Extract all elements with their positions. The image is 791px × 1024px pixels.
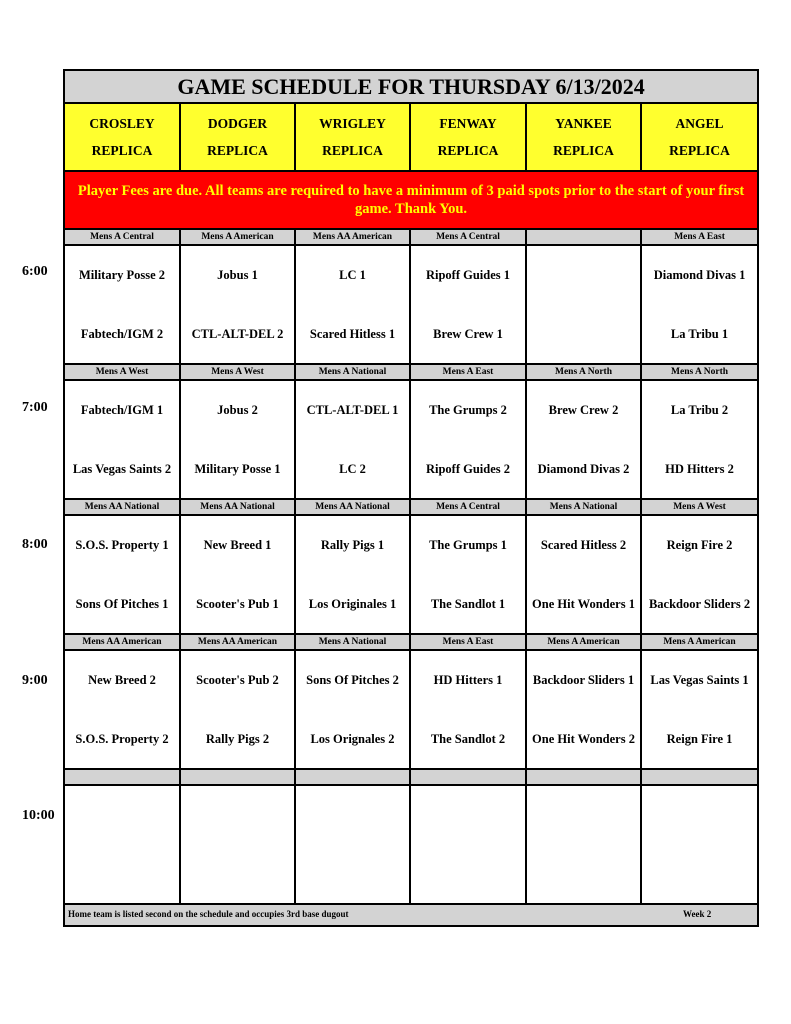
game-row bbox=[64, 785, 758, 904]
home-team bbox=[65, 710, 179, 769]
field-type: REPLICA bbox=[437, 143, 499, 158]
away-team bbox=[65, 786, 179, 845]
away-team-name: The Grumps 1 bbox=[429, 538, 507, 553]
division-label: Mens A American bbox=[180, 229, 295, 245]
game-cell bbox=[64, 380, 180, 499]
field-header-dodger bbox=[180, 103, 295, 171]
game-cell bbox=[180, 245, 295, 364]
game-row bbox=[64, 380, 758, 499]
home-team bbox=[181, 440, 294, 499]
home-team bbox=[411, 575, 525, 634]
division-label bbox=[526, 769, 641, 785]
home-team bbox=[642, 710, 757, 769]
away-team bbox=[296, 381, 409, 440]
time-label-6pm: 6:00 bbox=[22, 264, 48, 279]
away-team-name: New Breed 2 bbox=[88, 673, 156, 688]
home-team bbox=[65, 440, 179, 499]
game-cell bbox=[410, 650, 526, 769]
away-team-name: La Tribu 2 bbox=[670, 403, 729, 418]
game-cell bbox=[526, 650, 641, 769]
time-label-10pm: 10:00 bbox=[22, 808, 55, 823]
away-team bbox=[65, 381, 179, 440]
home-team-name: Rally Pigs 2 bbox=[205, 731, 270, 746]
away-team bbox=[642, 786, 757, 845]
division-label bbox=[641, 769, 758, 785]
home-team bbox=[642, 440, 757, 499]
game-cell bbox=[641, 245, 758, 364]
game-cell bbox=[64, 515, 180, 634]
division-label bbox=[64, 769, 180, 785]
home-team-name: One Hit Wonders 1 bbox=[532, 596, 635, 611]
home-team bbox=[296, 710, 409, 769]
game-cell bbox=[526, 785, 641, 904]
game-cell bbox=[641, 785, 758, 904]
away-team bbox=[411, 651, 525, 710]
division-label bbox=[526, 229, 641, 245]
home-team-name: Fabtech/IGM 2 bbox=[80, 326, 164, 341]
away-team-name: The Grumps 2 bbox=[429, 403, 507, 418]
away-team-name: HD Hitters 1 bbox=[433, 673, 503, 688]
home-team bbox=[527, 710, 640, 769]
game-row bbox=[64, 650, 758, 769]
away-team-name: New Breed 1 bbox=[203, 538, 272, 553]
division-label: Mens A East bbox=[410, 364, 526, 380]
field-name: WRIGLEY bbox=[319, 116, 386, 131]
home-team-name: Backdoor Sliders 2 bbox=[648, 596, 751, 611]
game-row bbox=[64, 515, 758, 634]
away-team-name: Ripoff Guides 1 bbox=[425, 268, 511, 283]
game-cell bbox=[295, 245, 410, 364]
time-label-9pm: 9:00 bbox=[22, 673, 48, 688]
division-row bbox=[64, 499, 758, 515]
away-team bbox=[527, 651, 640, 710]
time-label-8pm: 8:00 bbox=[22, 537, 48, 552]
away-team bbox=[65, 651, 179, 710]
field-name: DODGER bbox=[207, 116, 268, 131]
division-label: Mens A American bbox=[641, 634, 758, 650]
field-header-yankee bbox=[526, 103, 641, 171]
away-team-name: Backdoor Sliders 1 bbox=[532, 673, 635, 688]
away-team bbox=[65, 516, 179, 575]
game-cell bbox=[526, 245, 641, 364]
division-row bbox=[64, 634, 758, 650]
away-team bbox=[65, 246, 179, 305]
home-team-name: HD Hitters 2 bbox=[665, 461, 734, 476]
away-team bbox=[411, 786, 525, 845]
game-cell bbox=[295, 785, 410, 904]
home-team bbox=[65, 575, 179, 634]
away-team bbox=[527, 516, 640, 575]
game-row bbox=[64, 245, 758, 364]
field-header-wrigley bbox=[295, 103, 410, 171]
division-label: Mens AA National bbox=[64, 499, 180, 515]
week-label: Week 2 bbox=[683, 909, 712, 919]
division-label bbox=[180, 769, 295, 785]
away-team-name: Scared Hitless 2 bbox=[540, 538, 627, 553]
home-team-name: One Hit Wonders 2 bbox=[532, 731, 635, 746]
division-label: Mens AA American bbox=[180, 634, 295, 650]
game-slots bbox=[64, 229, 758, 904]
game-cell bbox=[295, 515, 410, 634]
division-label: Mens A West bbox=[64, 364, 180, 380]
footer-bar bbox=[64, 904, 758, 926]
game-cell bbox=[295, 650, 410, 769]
game-cell bbox=[641, 515, 758, 634]
field-header-row bbox=[64, 103, 758, 171]
division-label: Mens A American bbox=[526, 634, 641, 650]
schedule-title: GAME SCHEDULE FOR THURSDAY 6/13/2024 bbox=[64, 70, 758, 103]
away-team bbox=[642, 516, 757, 575]
field-type: REPLICA bbox=[322, 143, 383, 158]
game-cell bbox=[526, 515, 641, 634]
home-team bbox=[65, 845, 179, 904]
game-cell bbox=[64, 785, 180, 904]
home-team bbox=[527, 305, 640, 364]
field-name: ANGEL bbox=[675, 116, 724, 131]
division-row bbox=[64, 364, 758, 380]
division-label: Mens AA National bbox=[295, 499, 410, 515]
away-team bbox=[642, 381, 757, 440]
division-label: Mens A National bbox=[295, 364, 410, 380]
away-team-name: Jobus 2 bbox=[217, 403, 258, 418]
game-cell bbox=[641, 380, 758, 499]
home-team-name: Military Posse 1 bbox=[194, 461, 281, 476]
away-team-name: Military Posse 2 bbox=[78, 268, 166, 283]
home-team bbox=[296, 845, 409, 904]
game-cell bbox=[180, 785, 295, 904]
division-label: Mens A West bbox=[180, 364, 295, 380]
home-team-name: Los Orignales 2 bbox=[310, 731, 395, 746]
away-team bbox=[296, 246, 409, 305]
away-team-name: S.O.S. Property 1 bbox=[75, 538, 169, 553]
away-team-name: Scooter's Pub 2 bbox=[196, 673, 279, 688]
game-cell bbox=[64, 245, 180, 364]
field-name: CROSLEY bbox=[89, 116, 155, 131]
home-team bbox=[181, 305, 294, 364]
home-team-name: Scooter's Pub 1 bbox=[196, 596, 279, 611]
fee-notice: Player Fees are due. All teams are required to have a minimum of 3 paid spots prior to the start of your first game. Thank You. bbox=[64, 171, 758, 229]
home-team-name: Diamond Divas 2 bbox=[537, 461, 630, 476]
game-cell bbox=[410, 380, 526, 499]
away-team-name: Diamond Divas 1 bbox=[653, 268, 746, 283]
away-team bbox=[181, 381, 294, 440]
home-team bbox=[296, 305, 409, 364]
away-team bbox=[296, 516, 409, 575]
division-label: Mens A North bbox=[526, 364, 641, 380]
away-team bbox=[527, 246, 640, 305]
field-name: YANKEE bbox=[555, 116, 612, 131]
game-cell bbox=[410, 245, 526, 364]
game-cell bbox=[410, 785, 526, 904]
home-team-name: The Sandlot 2 bbox=[430, 731, 506, 746]
field-type: REPLICA bbox=[669, 143, 730, 158]
game-cell bbox=[526, 380, 641, 499]
home-team bbox=[65, 305, 179, 364]
away-team bbox=[411, 516, 525, 575]
home-team-name: Los Originales 1 bbox=[308, 596, 397, 611]
division-label: Mens AA American bbox=[295, 229, 410, 245]
away-team bbox=[527, 381, 640, 440]
division-label: Mens A North bbox=[641, 364, 758, 380]
home-team-name: La Tribu 1 bbox=[670, 326, 729, 341]
away-team bbox=[642, 246, 757, 305]
division-label: Mens A East bbox=[641, 229, 758, 245]
away-team-name: Brew Crew 2 bbox=[548, 403, 619, 418]
home-team-note: Home team is listed second on the schedule and occupies 3rd base dugout bbox=[68, 909, 349, 919]
game-cell bbox=[180, 515, 295, 634]
home-team bbox=[181, 845, 294, 904]
division-row bbox=[64, 769, 758, 785]
game-cell bbox=[64, 650, 180, 769]
division-label: Mens A Central bbox=[64, 229, 180, 245]
field-header-crosley bbox=[64, 103, 180, 171]
away-team bbox=[296, 786, 409, 845]
home-team bbox=[642, 845, 757, 904]
field-header-angel bbox=[641, 103, 758, 171]
home-team bbox=[411, 440, 525, 499]
field-type: REPLICA bbox=[553, 143, 614, 158]
away-team bbox=[181, 246, 294, 305]
home-team-name: Brew Crew 1 bbox=[433, 326, 503, 341]
game-cell bbox=[180, 650, 295, 769]
home-team bbox=[411, 305, 525, 364]
home-team-name: CTL-ALT-DEL 2 bbox=[191, 326, 284, 341]
away-team bbox=[181, 651, 294, 710]
away-team-name: Sons Of Pitches 2 bbox=[306, 673, 399, 688]
game-cell bbox=[641, 650, 758, 769]
home-team-name: Reign Fire 1 bbox=[666, 731, 733, 746]
division-label: Mens A West bbox=[641, 499, 758, 515]
division-label: Mens A National bbox=[526, 499, 641, 515]
away-team bbox=[642, 651, 757, 710]
home-team-name: Ripoff Guides 2 bbox=[425, 461, 511, 476]
field-type: REPLICA bbox=[207, 143, 268, 158]
home-team-name: LC 2 bbox=[339, 461, 366, 476]
schedule-table bbox=[63, 69, 759, 927]
home-team-name: Sons Of Pitches 1 bbox=[75, 596, 169, 611]
away-team-name: CTL-ALT-DEL 1 bbox=[306, 403, 399, 418]
field-type: REPLICA bbox=[91, 143, 153, 158]
home-team bbox=[411, 845, 525, 904]
away-team-name: Jobus 1 bbox=[217, 268, 258, 283]
away-team bbox=[296, 651, 409, 710]
field-header-fenway bbox=[410, 103, 526, 171]
game-cell bbox=[410, 515, 526, 634]
division-label bbox=[410, 769, 526, 785]
away-team-name: Las Vegas Saints 1 bbox=[650, 673, 749, 688]
away-team bbox=[181, 786, 294, 845]
division-label bbox=[295, 769, 410, 785]
home-team-name: The Sandlot 1 bbox=[430, 596, 506, 611]
away-team bbox=[411, 246, 525, 305]
home-team bbox=[642, 305, 757, 364]
home-team-name: Scared Hitless 1 bbox=[309, 326, 396, 341]
away-team-name: Rally Pigs 1 bbox=[320, 538, 385, 553]
home-team bbox=[181, 575, 294, 634]
time-label-7pm: 7:00 bbox=[22, 400, 48, 415]
home-team bbox=[642, 575, 757, 634]
game-cell bbox=[180, 380, 295, 499]
division-label: Mens A East bbox=[410, 634, 526, 650]
home-team bbox=[527, 845, 640, 904]
game-cell bbox=[295, 380, 410, 499]
home-team bbox=[527, 575, 640, 634]
field-name: FENWAY bbox=[439, 116, 497, 131]
away-team-name: LC 1 bbox=[339, 268, 366, 283]
division-label: Mens AA National bbox=[180, 499, 295, 515]
home-team bbox=[296, 440, 409, 499]
division-row bbox=[64, 229, 758, 245]
schedule-sheet bbox=[63, 69, 757, 931]
away-team bbox=[527, 786, 640, 845]
away-team-name: Fabtech/IGM 1 bbox=[80, 403, 164, 418]
home-team-name: S.O.S. Property 2 bbox=[75, 731, 169, 746]
away-team-name: Reign Fire 2 bbox=[666, 538, 733, 553]
home-team bbox=[296, 575, 409, 634]
away-team bbox=[411, 381, 525, 440]
home-team bbox=[181, 710, 294, 769]
home-team-name: Las Vegas Saints 2 bbox=[72, 461, 172, 476]
division-label: Mens AA American bbox=[64, 634, 180, 650]
division-label: Mens A Central bbox=[410, 229, 526, 245]
home-team bbox=[527, 440, 640, 499]
home-team bbox=[411, 710, 525, 769]
division-label: Mens A Central bbox=[410, 499, 526, 515]
away-team bbox=[181, 516, 294, 575]
division-label: Mens A National bbox=[295, 634, 410, 650]
